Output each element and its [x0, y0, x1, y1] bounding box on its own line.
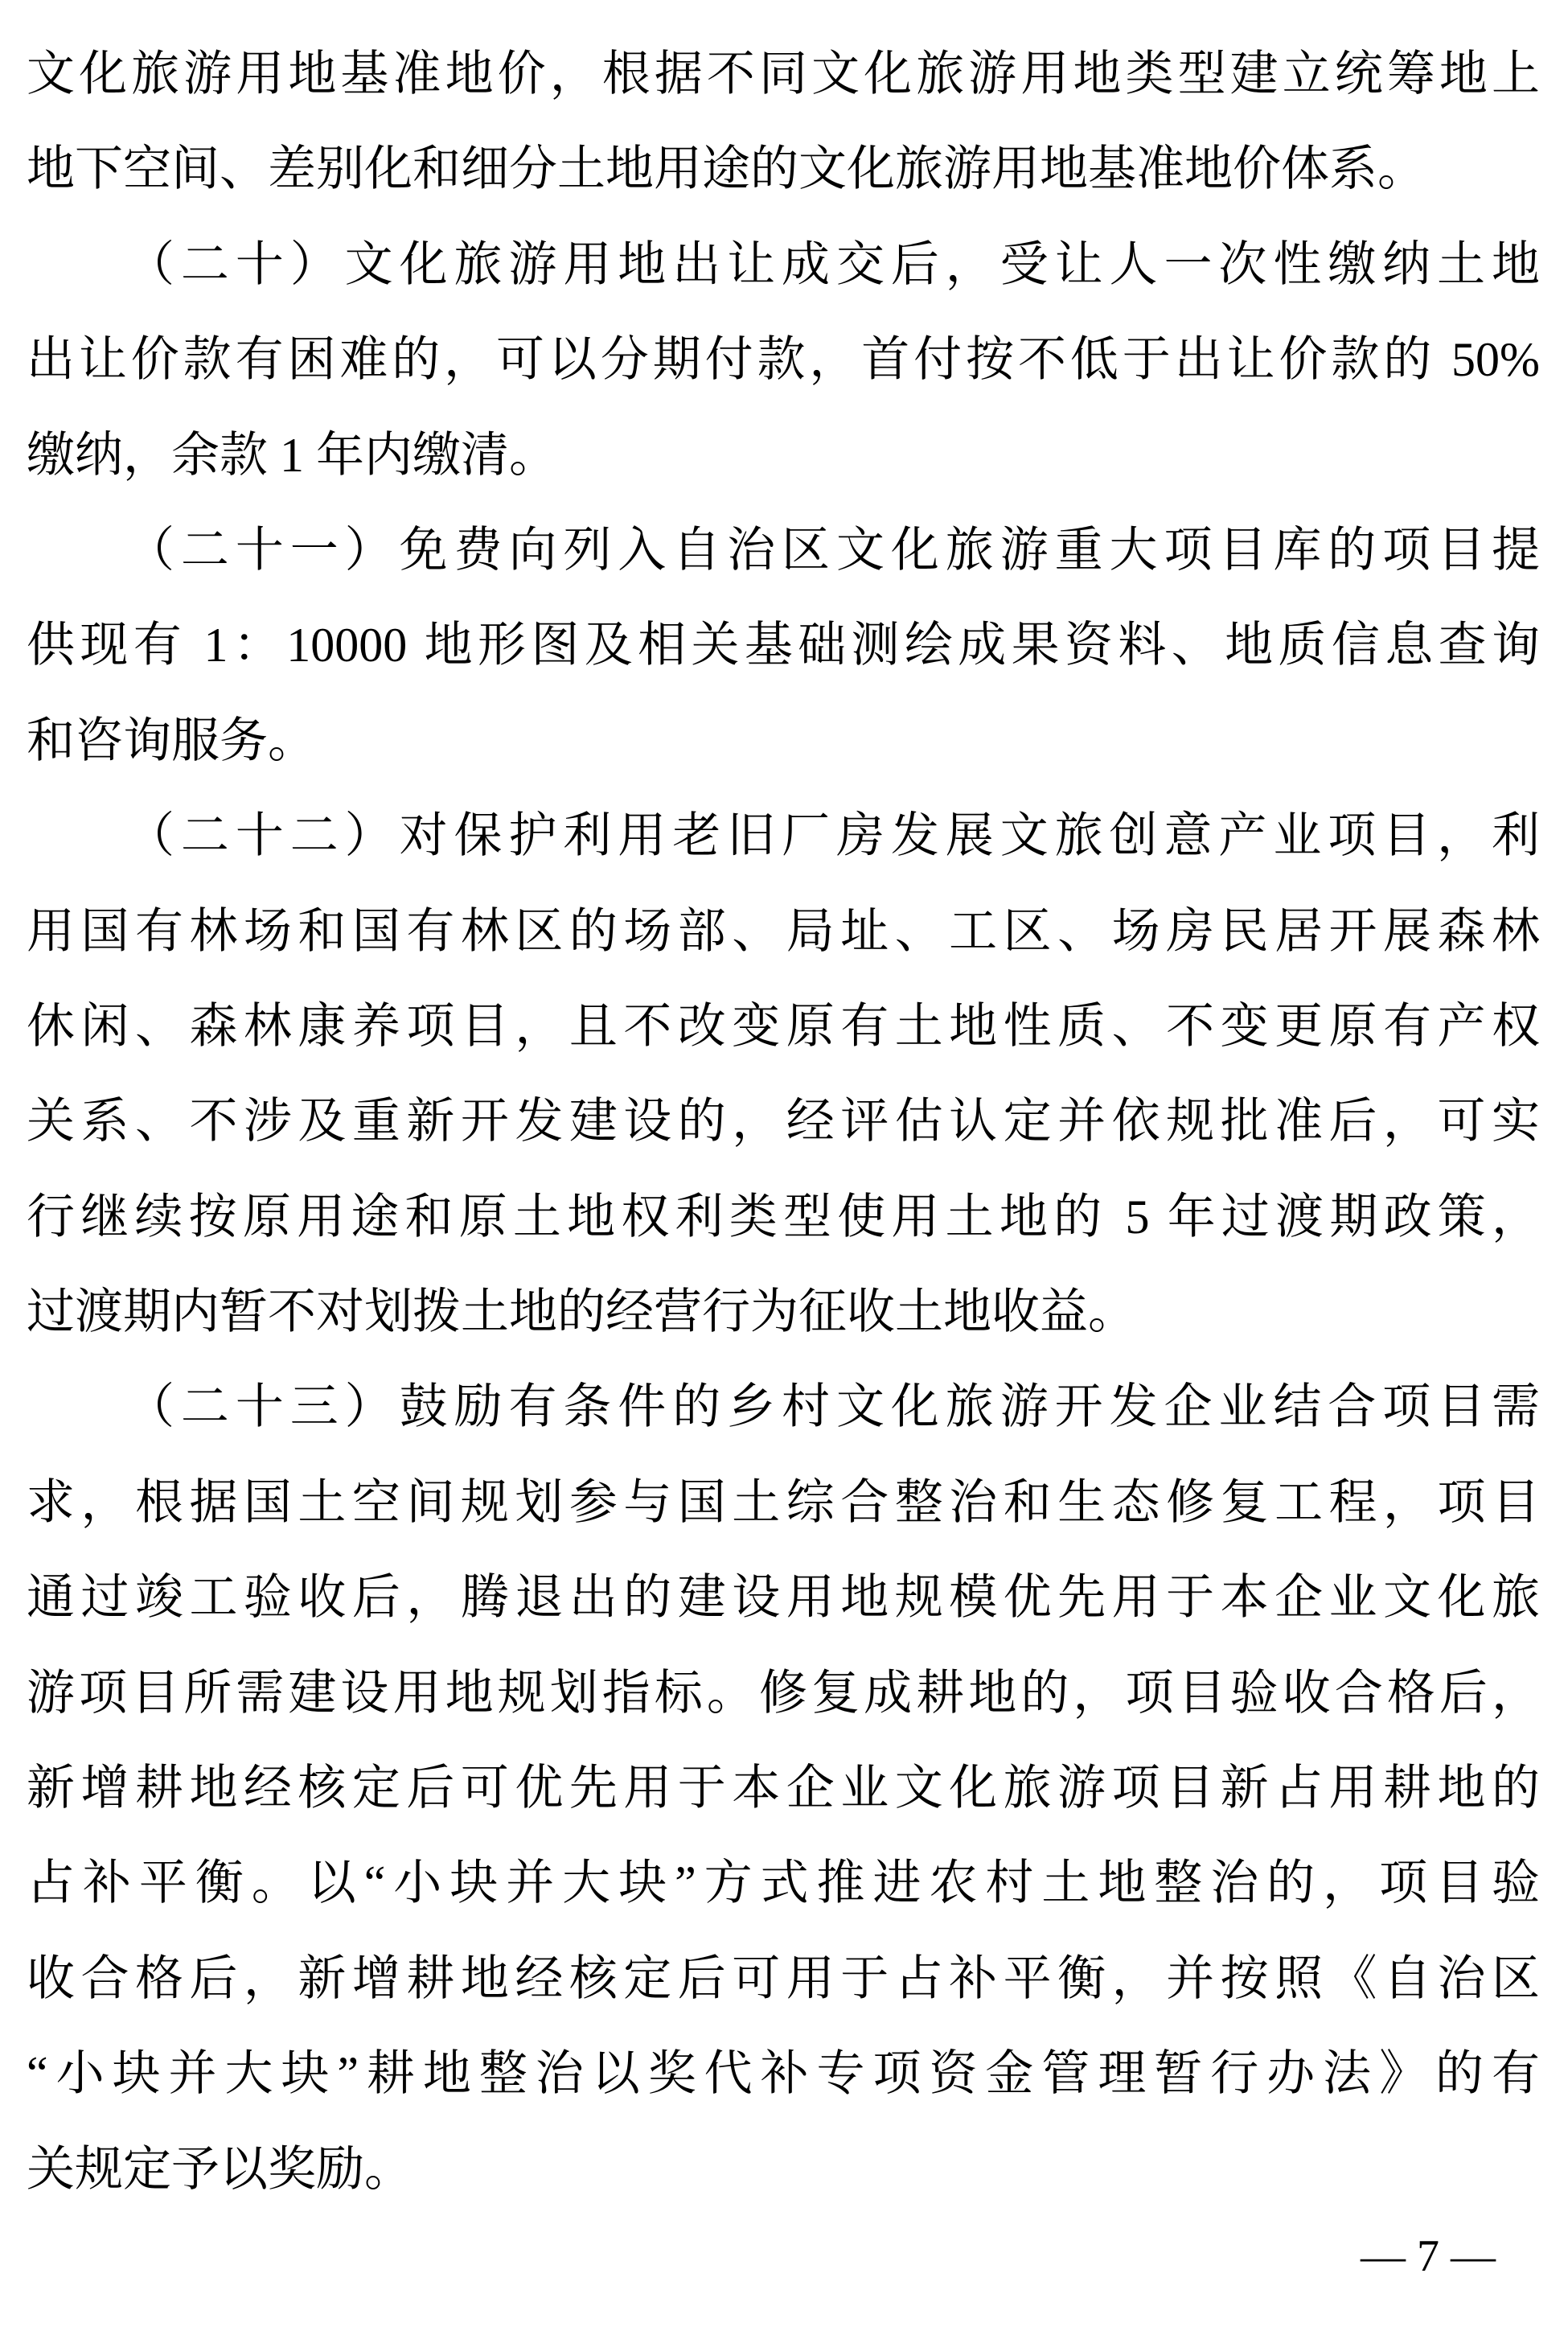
text-line-23: 关规定予以奖励。 [27, 2142, 413, 2196]
text-line-6: （二十一）免费向列入自治区文化旅游重大项目库的项目提 [126, 523, 1540, 577]
text-line-22: “小块并大块”耕地整治以奖代补专项资金管理暂行办法》的有 [27, 2047, 1540, 2101]
text-line-4: 出让价款有困难的，可以分期付款，首付按不低于出让价款的 50% [27, 333, 1540, 387]
text-line-1: 文化旅游用地基准地价，根据不同文化旅游用地类型建立统筹地上 [27, 47, 1540, 101]
text-line-8: 和咨询服务。 [27, 713, 316, 767]
text-line-3: （二十）文化旅游用地出让成交后，受让人一次性缴纳土地 [126, 237, 1540, 291]
text-line-16: 求，根据国土空间规划参与国土综合整治和生态修复工程，项目 [27, 1475, 1540, 1529]
text-line-9: （二十二）对保护利用老旧厂房发展文旅创意产业项目，利 [126, 809, 1540, 863]
document-body [27, 27, 1540, 2217]
text-line-12: 关系、不涉及重新开发建设的，经评估认定并依规批准后，可实 [27, 1095, 1540, 1149]
text-line-2: 地下空间、差别化和细分土地用途的文化旅游用地基准地价体系。 [27, 142, 1426, 196]
text-line-21: 收合格后，新增耕地经核定后可用于占补平衡，并按照《自治区 [27, 1951, 1540, 2005]
text-line-13: 行继续按原用途和原土地权利类型使用土地的 5 年过渡期政策， [27, 1190, 1540, 1244]
text-line-17: 通过竣工验收后，腾退出的建设用地规模优先用于本企业文化旅 [27, 1571, 1540, 1625]
text-line-20: 占补平衡。以“小块并大块”方式推进农村土地整治的，项目验 [27, 1856, 1540, 1910]
text-line-18: 游项目所需建设用地规划指标。修复成耕地的，项目验收合格后， [27, 1666, 1540, 1720]
text-line-11: 休闲、森林康养项目，且不改变原有土地性质、不变更原有产权 [27, 999, 1540, 1053]
text-line-7: 供现有 1：10000 地形图及相关基础测绘成果资料、地质信息查询 [27, 619, 1540, 672]
text-line-10: 用国有林场和国有林区的场部、局址、工区、场房民居开展森林 [27, 904, 1540, 958]
text-line-15: （二十三）鼓励有条件的乡村文化旅游开发企业结合项目需 [126, 1380, 1540, 1434]
page-number: — 7 — [1361, 2231, 1496, 2281]
text-line-19: 新增耕地经核定后可优先用于本企业文化旅游项目新占用耕地的 [27, 1762, 1540, 1815]
text-line-5: 缴纳，余款 1 年内缴清。 [27, 428, 557, 482]
text-line-14: 过渡期内暂不对划拨土地的经营行为征收土地收益。 [27, 1285, 1136, 1339]
